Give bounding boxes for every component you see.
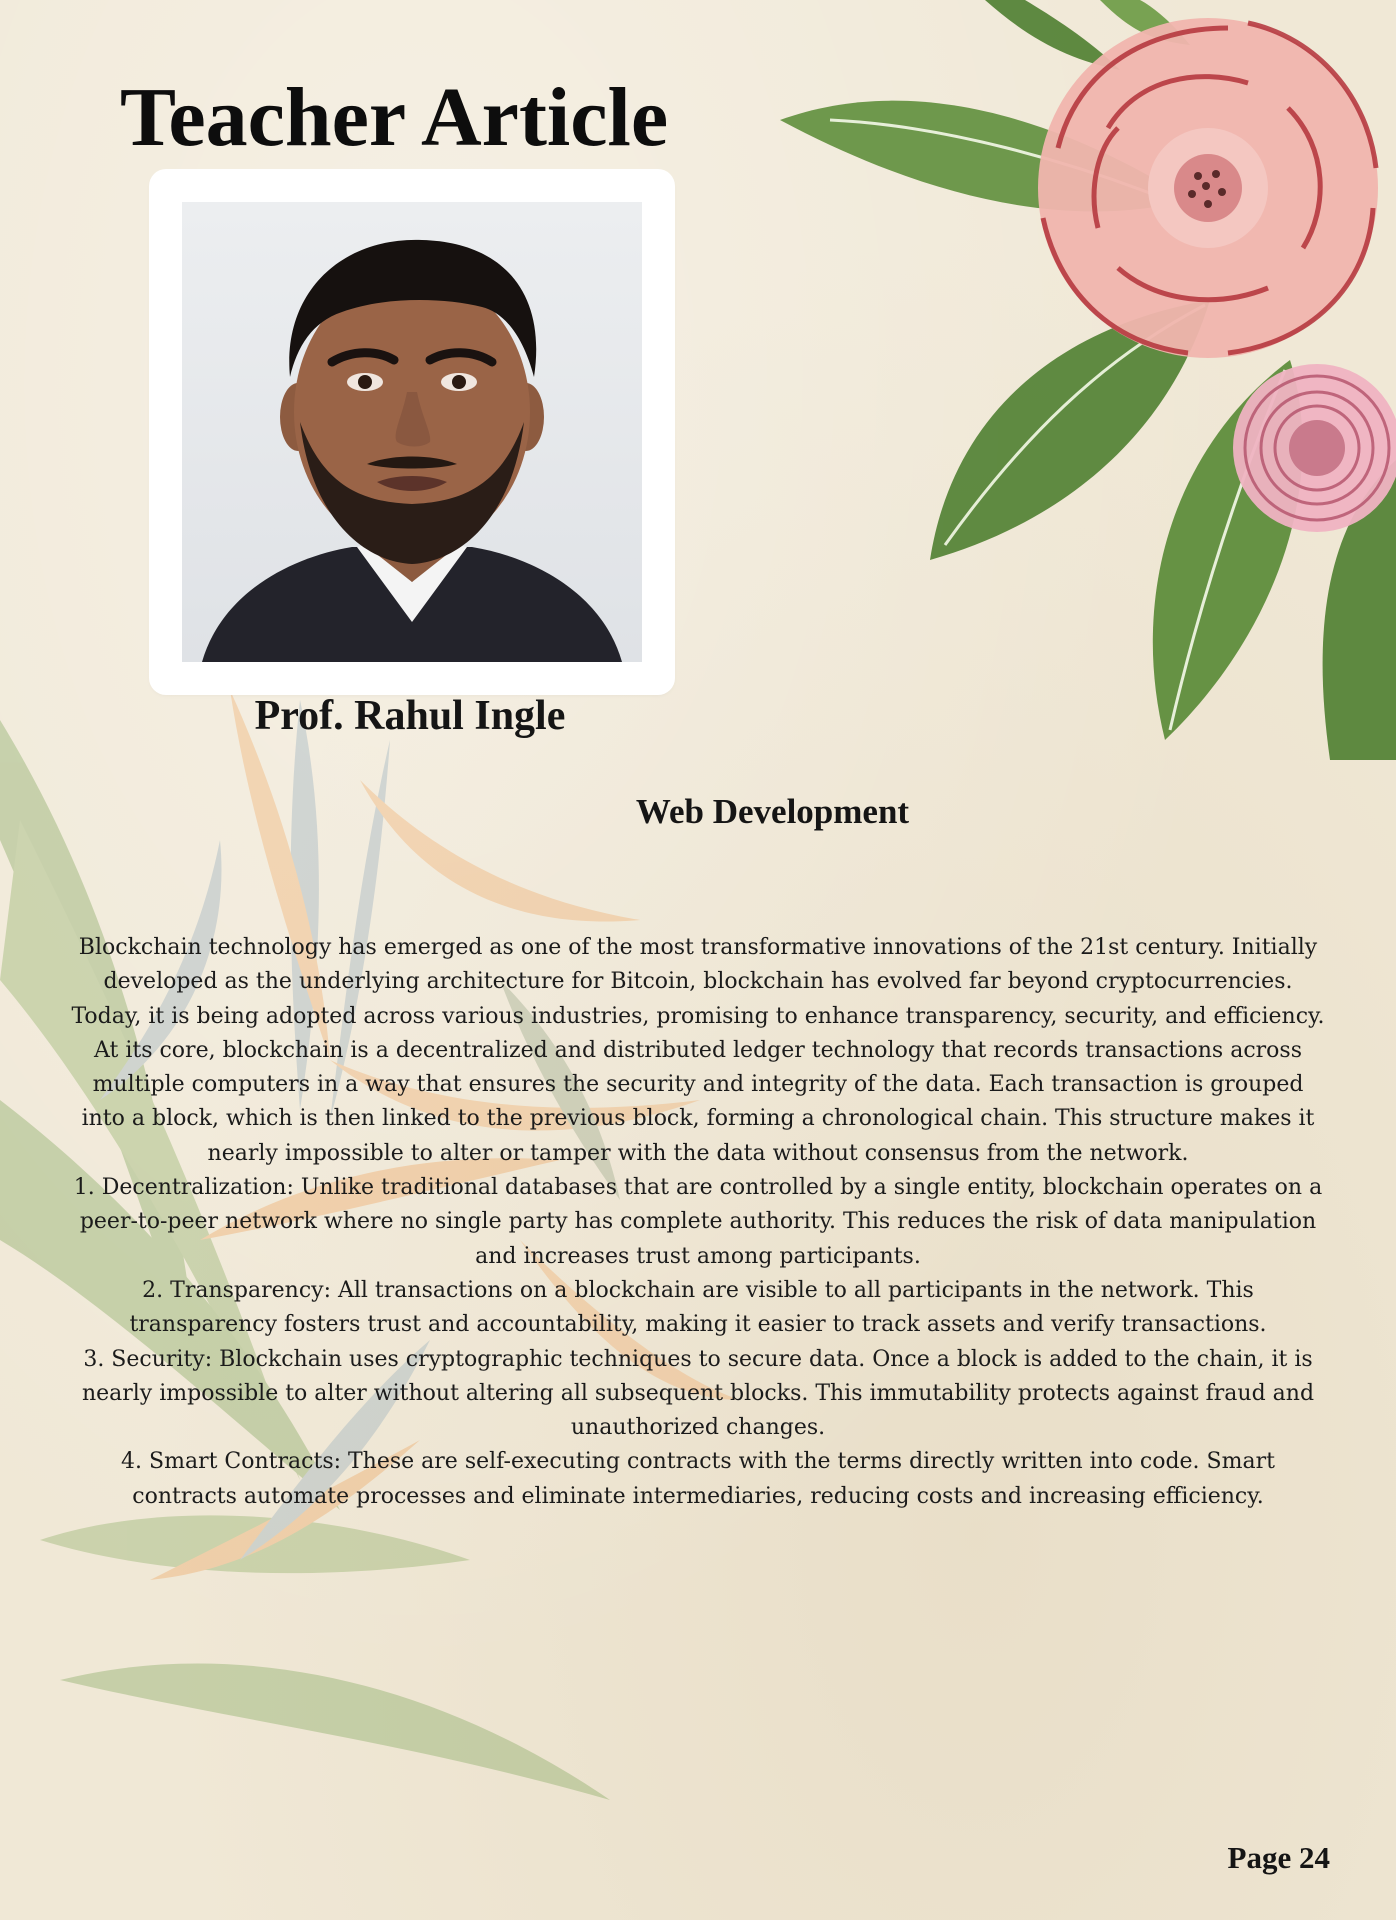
- author-photo: [182, 202, 642, 662]
- article-paragraph: Blockchain technology has emerged as one of the most transformative innovations of the 21st century. Initially developed as the underlying architecture for Bitcoin, blockchain has evolved far beyond cryptocurrencies. Today, it is being adopted across various industries, promising to enhance transparency, security, and efficiency.: [71, 935, 1325, 1029]
- flower-leaves-illustration: [770, 0, 1396, 770]
- portrait-illustration: [182, 202, 642, 662]
- article-paragraph: 2. Transparency: All transactions on a blockchain are visible to all participants in the network. This transparency fosters trust and accountability, making it easier to track assets and verify transactions.: [129, 1277, 1267, 1338]
- article-paragraph: At its core, blockchain is a decentralized and distributed ledger technology that records transactions across multiple computers in a way that ensures the security and integrity of the data. Each transaction is grouped into a block, which is then linked to the previous block, forming a chronological chain. This structure makes it nearly impossible to alter or tamper with the data without consensus from the network.: [81, 1037, 1315, 1166]
- article-paragraph: 3. Security: Blockchain uses cryptographic techniques to secure data. Once a block is added to the chain, it is nearly impossible to alter without altering all subsequent blocks. This immutability protects against fraud and unauthorized changes.: [81, 1346, 1315, 1441]
- article-body: [70, 931, 1326, 1514]
- page-number: Page 24: [1227, 1840, 1330, 1875]
- author-name: Prof. Rahul Ingle: [254, 693, 566, 739]
- article-paragraph: 4. Smart Contracts: These are self-executing contracts with the terms directly written into code. Smart contracts automate processes and eliminate intermediaries, reducing costs and increasing efficiency.: [121, 1449, 1275, 1509]
- page-title: Teacher Article: [120, 71, 669, 164]
- article-paragraph: 1. Decentralization: Unlike traditional databases that are controlled by a single entity, blockchain operates on a peer-to-peer network where no single party has complete authority. This reduces the risk of data manipulation and increases trust among participants.: [73, 1175, 1323, 1269]
- author-photo-frame: [152, 172, 672, 692]
- department-heading: Web Development: [635, 792, 910, 831]
